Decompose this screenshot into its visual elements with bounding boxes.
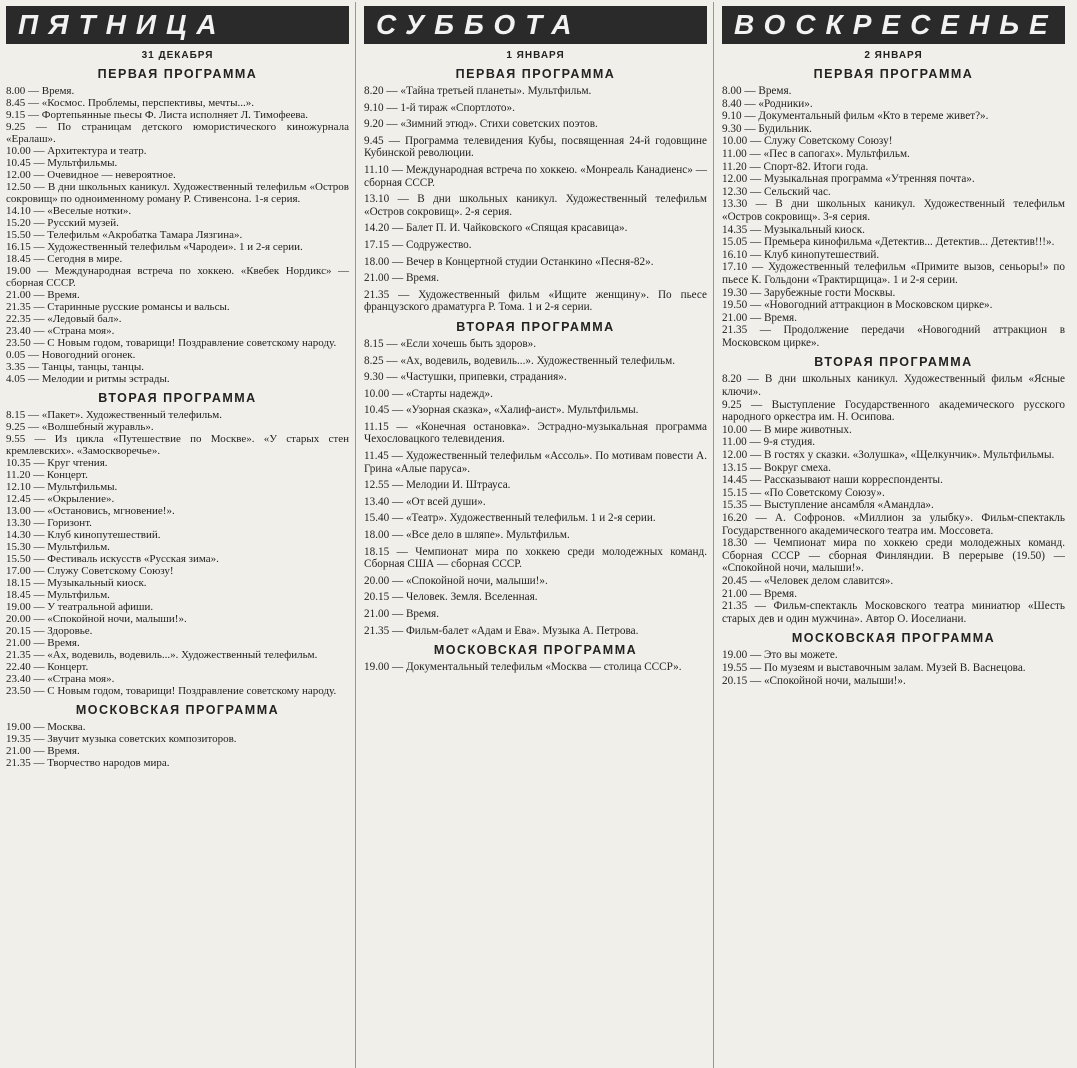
listing-item: 9.25 — Выступление Государственного академического русского народного оркестра им. Н. Осипова. xyxy=(722,398,1065,424)
listing-item: 17.10 — Художественный телефильм «Примите вызов, сеньоры!» по пьесе К. Гольдони «Трактирщица». 1 и 2-я серии. xyxy=(722,261,1065,286)
program-listing xyxy=(6,721,349,769)
listing-item: 18.00 — «Все дело в шляпе». Мультфильм. xyxy=(364,529,570,542)
day-column-sunday xyxy=(722,2,1071,1068)
listing-item: 8.20 — «Тайна третьей планеты». Мультфильм. xyxy=(364,85,592,97)
listing-item: 12.55 — Мелодии И. Штрауса. xyxy=(364,479,511,492)
listing-item: 12.00 — Очевидное — невероятное. xyxy=(6,169,176,181)
listing-item: 15.40 — «Театр». Художественный телефильм. 1 и 2-я серии. xyxy=(364,512,656,525)
listing-item: 16.15 — Художественный телефильм «Чародеи». 1 и 2-я серии. xyxy=(6,241,303,253)
listing-item: 15.20 — Русский музей. xyxy=(6,217,119,229)
listing-item: 21.35 — Фильм-балет «Адам и Ева». Музыка А. Петрова. xyxy=(364,624,639,637)
listing-item: 8.15 — «Если хочешь быть здоров». xyxy=(364,337,537,350)
listing-item: 14.35 — Музыкальный киоск. xyxy=(722,223,865,236)
listing-item: 20.00 — «Спокойной ночи, малыши!». xyxy=(364,574,548,587)
listing-item: 9.20 — «Зимний этюд». Стихи советских поэтов. xyxy=(364,118,598,131)
listing-item: 8.25 — «Ах, водевиль, водевиль...». Художественный телефильм. xyxy=(364,354,676,367)
listing-item: 16.10 — Клуб кинопутешествий. xyxy=(722,248,880,261)
listing-item: 10.00 — Архитектура и театр. xyxy=(6,145,147,157)
day-sections xyxy=(364,67,707,674)
listing-item: 21.35 — Продолжение передачи «Новогодний аттракцион в Московском цирке». xyxy=(722,324,1065,349)
listing-item: 16.20 — А. Софронов. «Миллион за улыбку». Фильм-спектакль Государственного академического театра им. Моссовета. xyxy=(722,512,1065,537)
listing-item: 14.20 — Балет П. И. Чайковского «Спящая красавица». xyxy=(364,222,628,235)
listing-item: 10.00 — Служу Советскому Союзу! xyxy=(722,135,893,148)
listing-item: 12.00 — В гостях у сказки. «Золушка», «Щелкунчик». Мультфильмы. xyxy=(722,449,1055,462)
listing-item: 15.50 — Телефильм «Акробатка Тамара Лязгина». xyxy=(6,229,243,241)
listing-item: 12.45 — «Окрыление». xyxy=(6,493,115,505)
listing-item: 20.15 — Человек. Земля. Вселенная. xyxy=(364,591,538,604)
program-listing xyxy=(722,649,1065,687)
listing-item: 15.35 — Выступление ансамбля «Амандла». xyxy=(722,499,934,512)
listing-item: 23.50 — С Новым годом, товарищи! Поздравление советскому народу. xyxy=(6,685,337,697)
listing-item: 21.35 — Творчество народов мира. xyxy=(6,757,170,769)
listing-item: 18.00 — Вечер в Концертной студии Останкино «Песня-82». xyxy=(364,255,654,268)
day-column-friday xyxy=(6,2,356,1068)
program-heading: МОСКОВСКАЯ ПРОГРАММА xyxy=(791,631,996,646)
program-listing xyxy=(364,85,707,314)
listing-item: 21.00 — Время. xyxy=(364,272,439,285)
program-heading: ВТОРАЯ ПРОГРАММА xyxy=(456,319,615,334)
listing-item: 19.35 — Звучит музыка советских композиторов. xyxy=(6,733,237,745)
listing-item: 9.15 — Фортепьянные пьесы Ф. Листа исполняет Л. Тимофеева. xyxy=(6,109,309,121)
program-heading: ВТОРАЯ ПРОГРАММА xyxy=(98,391,257,405)
listing-item: 10.45 — «Узорная сказка», «Халиф-аист». Мультфильмы. xyxy=(364,404,639,417)
listing-item: 19.00 — Это вы можете. xyxy=(722,649,838,662)
program-listing xyxy=(364,661,707,674)
listing-item: 10.00 — «Старты надежд». xyxy=(364,387,493,400)
listing-item: 23.40 — «Страна моя». xyxy=(6,325,115,337)
listing-item: 21.35 — Художественный фильм «Ищите женщину». По пьесе французского драматурга Р. Тома. 1 и 2-я серии. xyxy=(364,288,707,314)
listing-item: 19.00 — У театральной афиши. xyxy=(6,601,154,613)
listing-item: 12.00 — Музыкальная программа «Утренняя почта». xyxy=(722,173,975,186)
listing-item: 13.30 — Горизонт. xyxy=(6,517,92,529)
listing-item: 21.00 — Время. xyxy=(364,608,439,620)
listing-item: 19.00 — Документальный телефильм «Москва — столица СССР». xyxy=(364,661,682,674)
listing-item: 22.40 — Концерт. xyxy=(6,661,89,673)
listing-item: 14.45 — Рассказывают наши корреспонденты. xyxy=(722,474,943,487)
listing-item: 11.20 — Концерт. xyxy=(6,469,88,481)
listing-item: 21.35 — Фильм-спектакль Московского театра миниатюр «Шесть старых дев и один мужчина». Автор О. Иоселиани. xyxy=(722,600,1065,625)
listing-item: 13.40 — «От всей души». xyxy=(364,495,486,508)
listing-item: 21.00 — Время. xyxy=(722,587,797,600)
listing-item: 8.40 — «Родники». xyxy=(722,97,813,110)
listing-item: 11.00 — 9-я студия. xyxy=(722,436,816,449)
listing-item: 13.10 — В дни школьных каникул. Художественный телефильм «Остров сокровищ». 2-я серия. xyxy=(364,193,707,218)
listing-item: 10.35 — Круг чтения. xyxy=(6,457,108,469)
day-date: 2 ЯНВАРЯ xyxy=(864,50,923,61)
listing-item: 11.00 — «Пес в сапогах». Мультфильм. xyxy=(722,147,910,160)
listing-item: 9.45 — Программа телевидения Кубы, посвященная 24-й годовщине Кубинской революции. xyxy=(364,134,707,160)
program-heading: ПЕРВАЯ ПРОГРАММА xyxy=(455,67,616,81)
listing-item: 13.15 — Вокруг смеха. xyxy=(722,461,831,474)
listing-item: 20.15 — «Спокойной ночи, малыши!». xyxy=(722,674,906,687)
listing-item: 11.15 — «Конечная остановка». Эстрадно-музыкальная программа Чехословацкого телевидения. xyxy=(364,420,707,446)
listing-item: 23.40 — «Страна моя». xyxy=(6,673,115,685)
listing-item: 17.00 — Служу Советскому Союзу! xyxy=(6,565,174,577)
listing-item: 8.20 — В дни школьных каникул. Художественный фильм «Ясные ключи». xyxy=(722,373,1065,399)
listing-item: 15.30 — Мультфильм. xyxy=(6,541,110,553)
listing-item: 21.35 — «Ах, водевиль, водевиль...». Художественный телефильм. xyxy=(6,649,318,661)
listing-item: 18.30 — Чемпионат мира по хоккею среди молодежных команд. Сборная СССР — сборная Финляндии. В перерыве (19.50) — «Спокойной ночи, малыши!». xyxy=(722,537,1065,575)
listing-item: 8.00 — Время. xyxy=(722,85,792,97)
listing-item: 19.00 — Москва. xyxy=(6,721,86,733)
program-heading: ВТОРАЯ ПРОГРАММА xyxy=(814,355,973,370)
listing-item: 9.30 — Будильник. xyxy=(722,122,812,135)
listing-item: 21.00 — Время. xyxy=(6,289,80,301)
listing-item: 18.15 — Чемпионат мира по хоккею среди молодежных команд. Сборная США — сборная СССР. xyxy=(364,545,707,571)
listing-item: 0.05 — Новогодний огонек. xyxy=(6,349,136,361)
listing-item: 21.35 — Старинные русские романсы и вальсы. xyxy=(6,301,230,313)
listing-item: 18.45 — Мультфильм. xyxy=(6,589,110,601)
program-listing xyxy=(364,338,707,637)
day-date: 1 ЯНВАРЯ xyxy=(506,50,565,61)
listing-item: 21.00 — Время. xyxy=(722,311,797,324)
listing-item: 14.30 — Клуб кинопутешествий. xyxy=(6,529,161,541)
listing-item: 18.15 — Музыкальный киоск. xyxy=(6,577,147,589)
day-date: 31 ДЕКАБРЯ xyxy=(141,50,214,61)
listing-item: 9.10 — Документальный фильм «Кто в тереме живет?». xyxy=(722,110,989,123)
listing-item: 21.00 — Время. xyxy=(6,745,80,757)
listing-item: 11.20 — Спорт-82. Итоги года. xyxy=(722,160,869,173)
listing-item: 11.10 — Международная встреча по хоккею. «Монреаль Канадиенс» — сборная СССР. xyxy=(364,163,707,189)
listing-item: 21.00 — Время. xyxy=(6,637,80,649)
listing-item: 8.15 — «Пакет». Художественный телефильм. xyxy=(6,409,222,421)
listing-item: 15.50 — Фестиваль искусств «Русская зима». xyxy=(6,553,219,565)
listing-item: 12.50 — В дни школьных каникул. Художественный телефильм «Остров сокровищ» по одноименному роману Р. Стивенсона. 1-я серия. xyxy=(6,181,349,205)
listing-item: 17.15 — Содружество. xyxy=(364,238,472,251)
listing-item: 14.10 — «Веселые нотки». xyxy=(6,205,132,217)
listing-item: 3.35 — Танцы, танцы, танцы. xyxy=(6,361,144,373)
day-banner: СУББОТА xyxy=(364,6,707,44)
listing-item: 13.00 — «Остановись, мгновение!». xyxy=(6,505,175,517)
listing-item: 12.30 — Сельский час. xyxy=(722,185,831,198)
program-listing xyxy=(6,85,349,385)
listing-item: 20.00 — «Спокойной ночи, малыши!». xyxy=(6,613,187,625)
listing-item: 9.30 — «Частушки, припевки, страдания». xyxy=(364,371,567,384)
listing-item: 22.35 — «Ледовый бал». xyxy=(6,313,122,325)
listing-item: 10.45 — Мультфильмы. xyxy=(6,157,118,169)
listing-item: 23.50 — С Новым годом, товарищи! Поздравление советскому народу. xyxy=(6,337,337,349)
program-listing xyxy=(722,373,1065,625)
listing-item: 9.25 — По страницам детского юмористического киножурнала «Ералаш». xyxy=(6,121,349,145)
listing-item: 19.50 — «Новогодний аттракцион в Московском цирке». xyxy=(722,299,993,312)
listing-item: 9.25 — «Волшебный журавль». xyxy=(6,421,154,433)
listing-item: 13.30 — В дни школьных каникул. Художественный телефильм «Остров сокровищ». 3-я серия. xyxy=(722,198,1065,223)
listing-item: 11.45 — Художественный телефильм «Ассоль». По мотивам повести А. Грина «Алые паруса». xyxy=(364,450,707,475)
listing-item: 8.45 — «Космос. Проблемы, перспективы, мечты...». xyxy=(6,97,254,109)
listing-item: 19.55 — По музеям и выставочным залам. Музей В. Васнецова. xyxy=(722,661,1026,674)
listing-item: 18.45 — Сегодня в мире. xyxy=(6,253,123,265)
listing-item: 8.00 — Время. xyxy=(6,85,75,97)
program-heading: ПЕРВАЯ ПРОГРАММА xyxy=(97,67,258,81)
listing-item: 15.15 — «По Советскому Союзу». xyxy=(722,486,885,499)
listing-item: 9.55 — Из цикла «Путешествие по Москве». «У старых стен кремлевских». «Замоскворечье». xyxy=(6,433,349,457)
listing-item: 19.00 — Международная встреча по хоккею. «Квебек Нордикс» — сборная СССР. xyxy=(6,265,349,289)
program-heading: МОСКОВСКАЯ ПРОГРАММА xyxy=(433,643,638,658)
listing-item: 12.10 — Мультфильмы. xyxy=(6,481,118,493)
listing-item: 19.30 — Зарубежные гости Москвы. xyxy=(722,286,896,299)
listing-item: 10.00 — В мире животных. xyxy=(722,423,852,436)
day-banner: ВОСКРЕСЕНЬЕ xyxy=(722,6,1065,44)
program-listing xyxy=(6,409,349,697)
day-banner: ПЯТНИЦА xyxy=(6,6,349,44)
listing-item: 15.05 — Премьера кинофильма «Детектив... Детектив... Детектив!!!». xyxy=(722,236,1055,249)
program-heading: МОСКОВСКАЯ ПРОГРАММА xyxy=(75,703,280,717)
day-column-saturday xyxy=(364,2,714,1068)
day-sections xyxy=(6,67,349,769)
program-heading: ПЕРВАЯ ПРОГРАММА xyxy=(813,67,974,81)
listing-item: 20.45 — «Человек делом славится». xyxy=(722,574,894,587)
day-sections xyxy=(722,67,1065,687)
listing-item: 4.05 — Мелодии и ритмы эстрады. xyxy=(6,373,170,385)
listing-item: 20.15 — Здоровье. xyxy=(6,625,93,637)
program-listing xyxy=(722,85,1065,349)
listing-item: 9.10 — 1-й тираж «Спортлото». xyxy=(364,101,515,114)
